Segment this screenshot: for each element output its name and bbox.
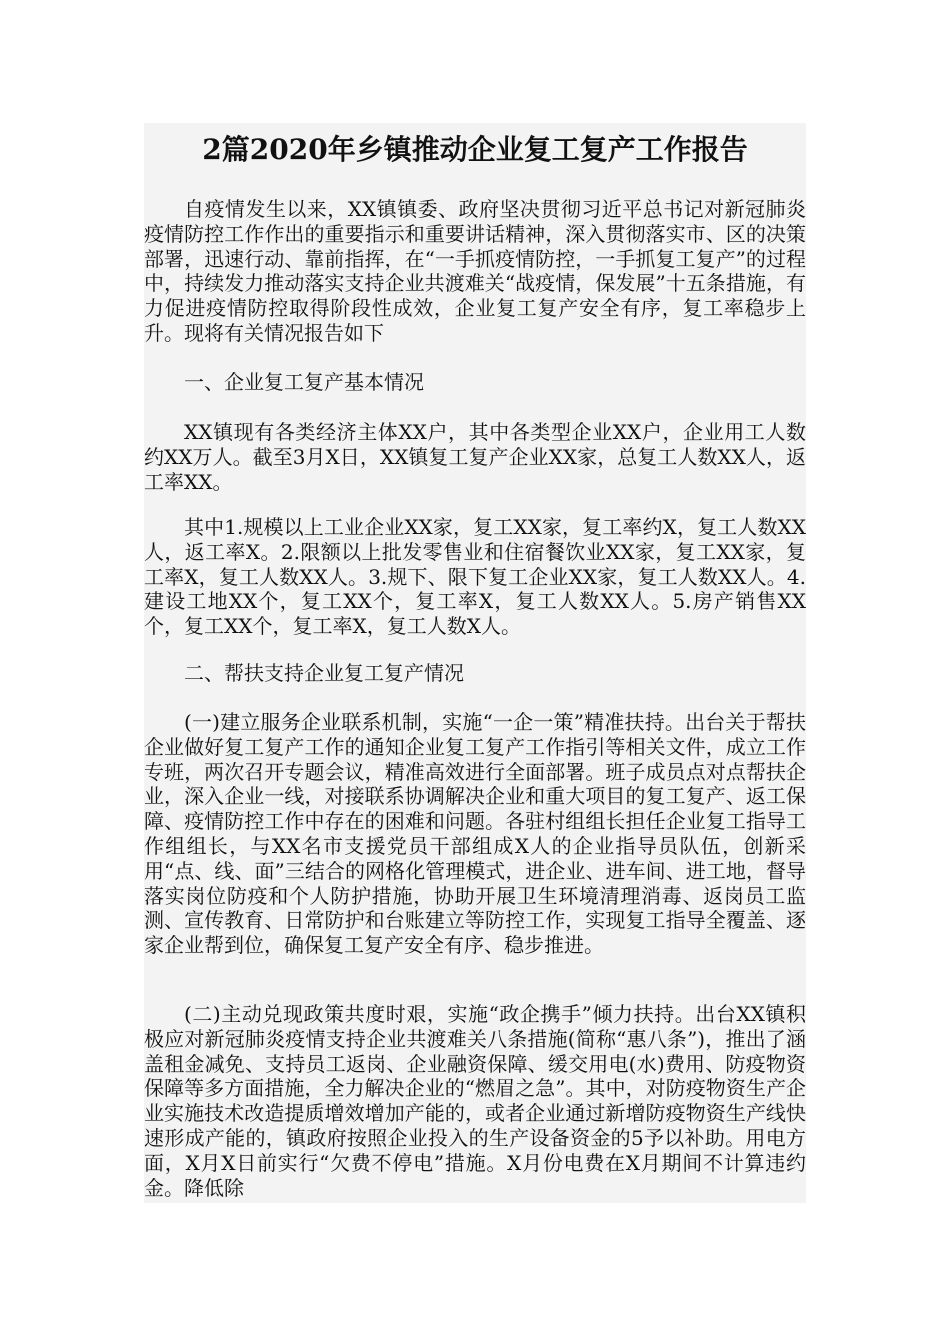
paragraph-measure-2: (二)主动兑现政策共度时艰，实施“政企携手”倾力扶持。出台XX镇积极应对新冠肺炎疫情支持企业共渡难关八条措施(简称“惠八条”)，推出了涵盖租金减免、支持员工返岗、企业融资保障、缓交用电(水)费用、防疫物资保障等多方面措施，全力解决企业的“燃眉之急”。其中，对防疫物资生产企业实施技术改造提质增效增加产能的，或者企业通过新增防疫物资生产线快速形成产能的，镇政府按照企业投入的生产设备资金的5予以补助。用电方面，X月X日前实行“欠费不停电”措施。X月份电费在X月期间不计算违约金。降低除 [144,1002,806,1200]
section-heading-1: 一、企业复工复产基本情况 [184,370,424,394]
paragraph-intro: 自疫情发生以来，XX镇镇委、政府坚决贯彻习近平总书记对新冠肺炎疫情防控工作作出的重要指示和重要讲话精神，深入贯彻落实市、区的决策部署，迅速行动、靠前指挥，在“一手抓疫情防控，一手抓复工复产”的过程中，持续发力推动落实支持企业共渡难关“战疫情，保发展”十五条措施，有力促进疫情防控取得阶段性成效，企业复工复产安全有序，复工率稳步上升。现将有关情况报告如下 [144,197,806,345]
section-heading-2: 二、帮扶支持企业复工复产情况 [184,661,464,685]
paragraph-measure-1: (一)建立服务企业联系机制，实施“一企一策”精准扶持。出台关于帮扶企业做好复工复产工作的通知企业复工复产工作指引等相关文件，成立工作专班，两次召开专题会议，精准高效进行全面部署。班子成员点对点帮扶企业，深入企业一线，对接联系协调解决企业和重大项目的复工复产、返工保障、疫情防控工作中存在的困难和问题。各驻村组组长担任企业复工指导工作组组长，与XX名市支援党员干部组成X人的企业指导员队伍，创新采用“点、线、面”三结合的网格化管理模式，进企业、进车间、进工地，督导落实岗位防疫和个人防护措施，协助开展卫生环境清理消毒、返岗员工监测、宣传教育、日常防护和台账建立等防控工作，实现复工指导全覆盖、逐家企业帮到位，确保复工复产安全有序、稳步推进。 [144,710,806,958]
document-title: 2篇2020年乡镇推动企业复工复产工作报告 [202,133,748,166]
paragraph-statistics: 其中1.规模以上工业企业XX家，复工XX家，复工率约X，复工人数XX人，返工率X。2.限额以上批发零售业和住宿餐饮业XX家，复工XX家，复工率X，复工人数XX人。3.规下、限下复工企业XX家，复工人数XX人。4.建设工地XX个，复工XX个，复工率X，复工人数XX人。5.房产销售XX个，复工XX个，复工率X，复工人数X人。 [144,515,806,639]
paragraph-basic-situation: XX镇现有各类经济主体XX户，其中各类型企业XX户，企业用工人数约XX万人。截至3月X日，XX镇复工复产企业XX家，总复工人数XX人，返工率XX。 [144,420,806,494]
